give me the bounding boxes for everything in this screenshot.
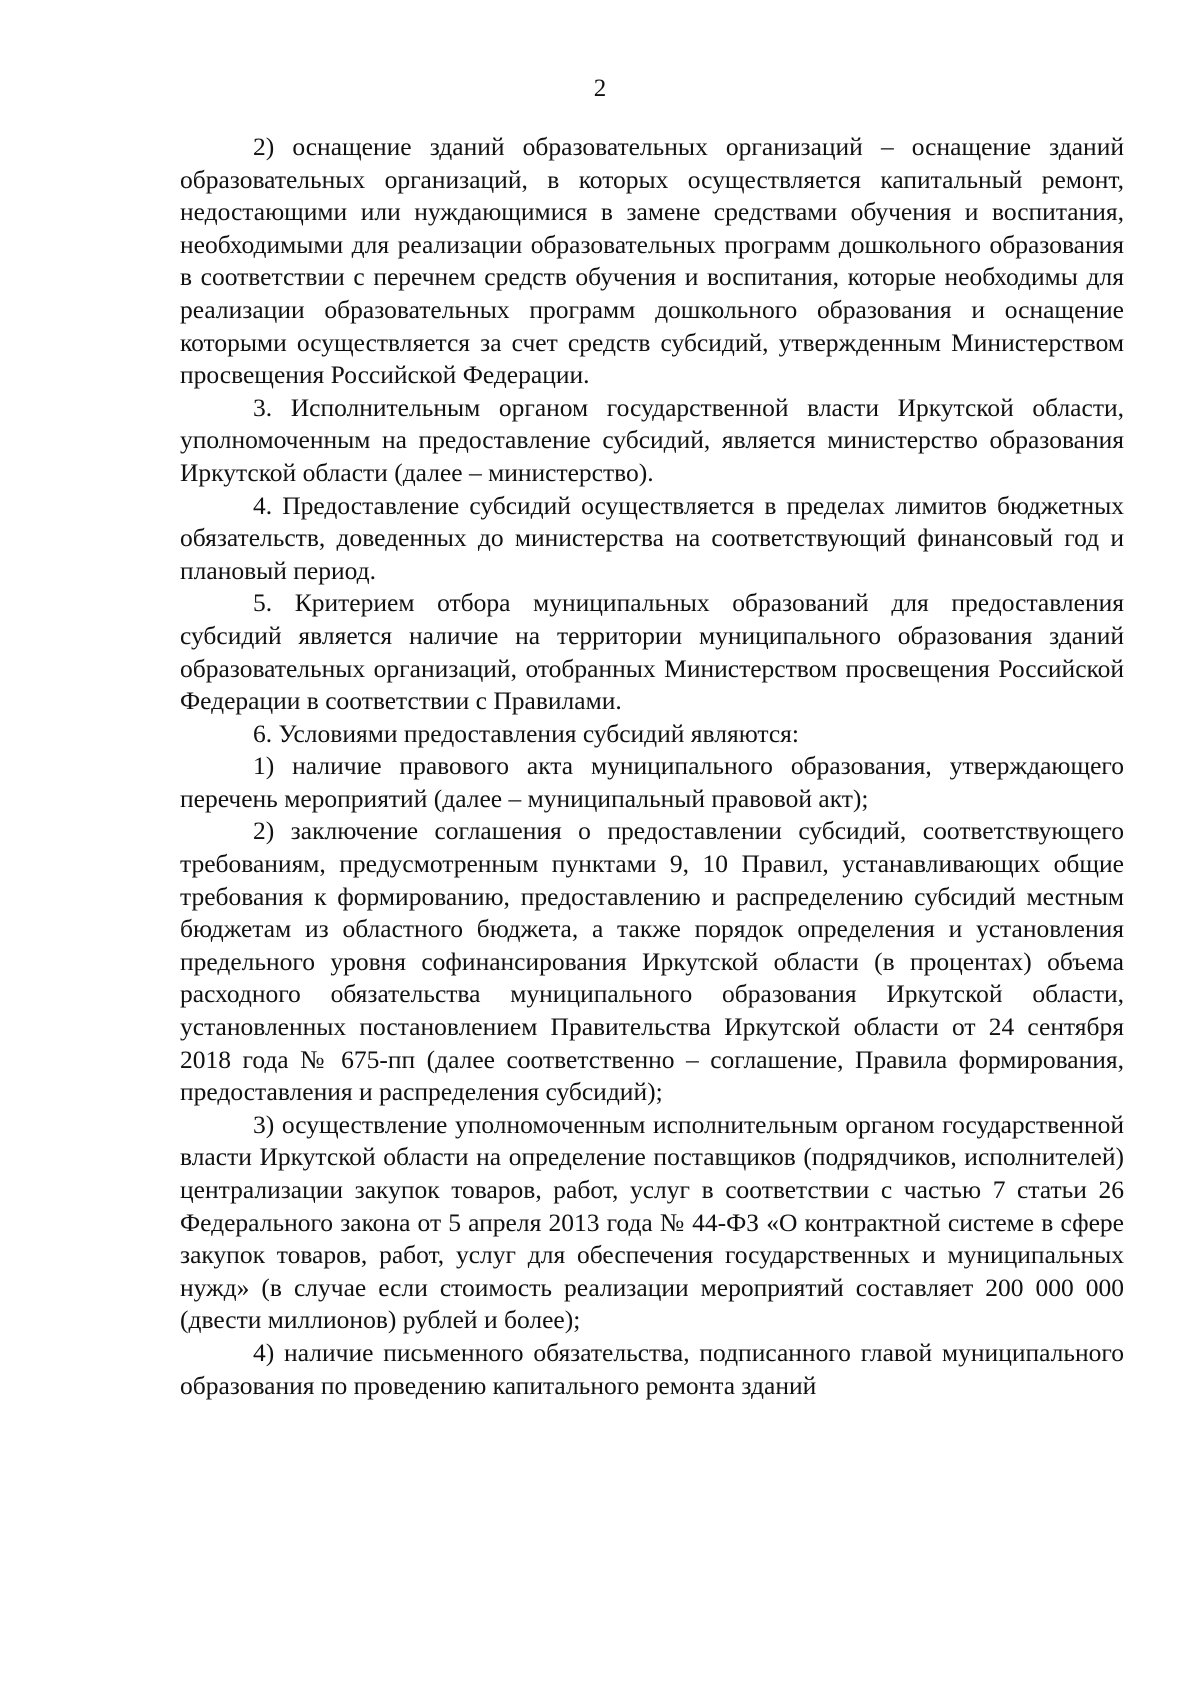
paragraph-condition-3-procurement: 3) осуществление уполномоченным исполнительным органом государственной власти Иркутской области на определение поставщиков (подрядчиков, исполнителей) централизации закупок товаров, работ, услуг в соответствии с частью 7 статьи 26 Федерального закона от 5 апреля 2013 года № 44-ФЗ «О контрактной системе в сфере закупок товаров, работ, услуг для обеспечения государственных и муниципальных нужд» (в случае если стоимость реализации мероприятий составляет 200 000 000 (двести миллионов) рублей и более);: [180, 1109, 1124, 1335]
paragraph-condition-1-legal-act: 1) наличие правового акта муниципального образования, утверждающего перечень мероприятий (далее – муниципальный правовой акт);: [180, 751, 1124, 813]
page-number: 2: [593, 75, 607, 102]
paragraph-item-2-equipment: 2) оснащение зданий образовательных организаций – оснащение зданий образовательных организаций, в которых осуществляется капитальный ремонт, недостающими или нуждающимися в замене средствами обучения и воспитания, необходимыми для реализации образовательных программ дошкольного образования в соответствии с перечнем средств обучения и воспитания, которые необходимы для реализации образовательных программ дошкольного образования и оснащение которыми осуществляется за счет средств субсидий, утвержденным Министерством просвещения Российской Федерации.: [180, 132, 1124, 390]
paragraph-clause-5-selection-criterion: 5. Критерием отбора муниципальных образований для предоставления субсидий является наличие на территории муниципального образования зданий образовательных организаций, отобранных Министерством просвещения Российской Федерации в соответствии с Правилами.: [180, 588, 1124, 716]
document-body: [180, 131, 1124, 1402]
paragraph-clause-4-budget-limits: 4. Предоставление субсидий осуществляется в пределах лимитов бюджетных обязательств, доведенных до министерства на соответствующий финансовый год и плановый период.: [180, 490, 1124, 585]
paragraph-clause-3-authorized-body: 3. Исполнительным органом государственной власти Иркутской области, уполномоченным на предоставление субсидий, является министерство образования Иркутской области (далее – министерство).: [180, 392, 1124, 487]
paragraph-clause-6-conditions-heading: 6. Условиями предоставления субсидий являются:: [253, 718, 799, 748]
paragraph-condition-2-agreement: 2) заключение соглашения о предоставлении субсидий, соответствующего требованиям, предусмотренным пунктами 9, 10 Правил, устанавливающих общие требования к формированию, предоставлению и распределению субсидий местным бюджетам из областного бюджета, а также порядок определения и установления предельного уровня софинансирования Иркутской области (в процентах) объема расходного обязательства муниципального образования Иркутской области, установленных постановлением Правительства Иркутской области от 24 сентября 2018 года № 675-пп (далее соответственно – соглашение, Правила формирования, предоставления и распределения субсидий);: [180, 816, 1124, 1107]
paragraph-condition-4-written-obligation: 4) наличие письменного обязательства, подписанного главой муниципального образования по проведению капитального ремонта зданий: [180, 1337, 1124, 1400]
